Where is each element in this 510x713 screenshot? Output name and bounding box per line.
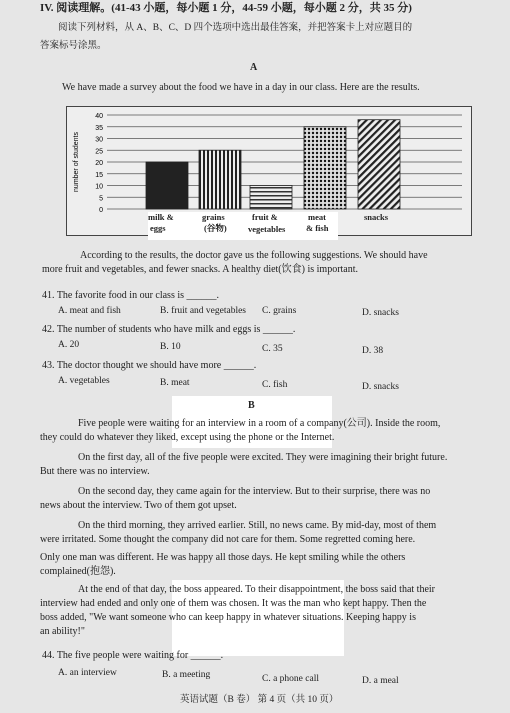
y-axis-label: number of students	[73, 132, 80, 192]
bar-3	[304, 127, 346, 209]
passage-b-line: On the third morning, they arrived earlier. Still, no news came. By mid-day, most of them	[78, 520, 437, 531]
x-tick-label: snacks	[364, 212, 389, 222]
y-tick-label: 5	[99, 195, 103, 203]
x-tick-label: meat	[308, 212, 326, 222]
instructions-line1: 阅读下列材料，从 A、B、C、D 四个选项中选出最佳答案，并把答案卡上对应题目的	[58, 23, 413, 33]
bar-4	[358, 120, 400, 209]
passage-b-line: were irritated. Some thought the company did not care for them. Some regretted coming here.	[40, 534, 416, 545]
passage-b-line: At the end of that day, the boss appeared. To their disappointment, the boss said that their	[78, 584, 435, 595]
passage-b-line: On the first day, all of the five people were excited. They were imagining their bright future.	[78, 452, 448, 463]
passage-b-line: Five people were waiting for an interview in a room of a company(公司). Inside the room,	[78, 418, 441, 429]
y-tick-label: 20	[95, 160, 103, 167]
y-tick-label: 0	[99, 207, 103, 214]
question-43-option-b[interactable]: B. meat	[160, 378, 190, 388]
passage-b-line: boss added, "We want someone who can keep happy in whatever situations. Keeping happy is	[40, 612, 416, 623]
question-43-option-d[interactable]: D. snacks	[362, 382, 399, 392]
x-tick-label: (谷物)	[204, 223, 227, 233]
passage-a-para1-line1: According to the results, the doctor gave us the following suggestions. We should have	[80, 250, 428, 261]
question-42-stem: 42. The number of students who have milk and eggs is ______.	[42, 324, 296, 335]
y-tick-label: 30	[95, 136, 103, 144]
passage-b-line: an ability!"	[40, 626, 85, 637]
x-tick-label: eggs	[150, 223, 166, 233]
passage-a-letter: A	[250, 62, 258, 73]
y-tick-label: 10	[95, 183, 103, 191]
passage-b-line: interview had ended and only one of them was chosen. It was the man who kept happy. Then the	[40, 598, 427, 609]
question-41-option-c[interactable]: C. grains	[262, 306, 297, 316]
x-tick-label: vegetables	[248, 224, 286, 234]
passage-b-line: they could do whatever they liked, except using the phone or the Internet.	[40, 432, 335, 443]
passage-b-line: On the second day, they came again for the interview. But to their surprise, there was no	[78, 486, 431, 497]
x-tick-label: milk &	[148, 212, 174, 222]
question-41-option-b[interactable]: B. fruit and vegetables	[160, 306, 247, 316]
passage-b-line: Only one man was different. He was happy all those days. He kept smiling while the others	[40, 552, 406, 563]
question-42-option-d[interactable]: D. 38	[362, 346, 384, 356]
bar-0	[146, 162, 188, 209]
bar-1	[199, 150, 241, 209]
question-44-option-a[interactable]: A. an interview	[58, 668, 117, 678]
y-tick-label: 35	[95, 124, 103, 132]
passage-a-intro: We have made a survey about the food we have in a day in our class. Here are the results.	[62, 82, 420, 93]
question-44-option-d[interactable]: D. a meal	[362, 676, 399, 686]
passage-b-line: complained(抱怨).	[40, 566, 116, 577]
question-44-option-c[interactable]: C. a phone call	[262, 674, 319, 684]
question-42-option-b[interactable]: B. 10	[160, 342, 181, 352]
y-tick-label: 40	[95, 113, 103, 120]
y-tick-label: 25	[95, 148, 103, 156]
question-44-stem: 44. The five people were waiting for ______.	[42, 650, 224, 661]
section-header: IV. 阅读理解。(41-43 小题，每小题 1 分，44-59 小题，每小题 2 分，共 35 分)	[40, 2, 412, 14]
x-tick-label: grains	[202, 212, 225, 222]
passage-b-line: But there was no interview.	[40, 466, 150, 477]
x-tick-label: & fish	[306, 223, 329, 233]
instructions-line2: 答案标号涂黑。	[40, 41, 107, 51]
question-43-option-a[interactable]: A. vegetables	[58, 376, 110, 386]
x-tick-label: fruit &	[252, 212, 278, 222]
question-43-stem: 43. The doctor thought we should have more ______.	[42, 360, 257, 371]
passage-a-para1-line2: more fruit and vegetables, and fewer snacks. A healthy diet(饮食) is important.	[42, 264, 359, 275]
question-44-option-b[interactable]: B. a meeting	[162, 670, 211, 680]
question-41-stem: 41. The favorite food in our class is ______.	[42, 290, 220, 301]
bar-2	[250, 186, 292, 210]
passage-b-letter: B	[248, 400, 255, 411]
question-41-option-d[interactable]: D. snacks	[362, 308, 399, 318]
y-tick-label: 15	[95, 171, 103, 179]
page-footer: 英语试题（B 卷） 第 4 页（共 10 页）	[180, 695, 339, 705]
question-43-option-c[interactable]: C. fish	[262, 380, 288, 390]
passage-b-line: news about the interview. Two of them got upset.	[40, 500, 237, 511]
question-41-option-a[interactable]: A. meat and fish	[58, 306, 121, 316]
question-42-option-a[interactable]: A. 20	[58, 340, 80, 350]
question-42-option-c[interactable]: C. 35	[262, 344, 283, 354]
